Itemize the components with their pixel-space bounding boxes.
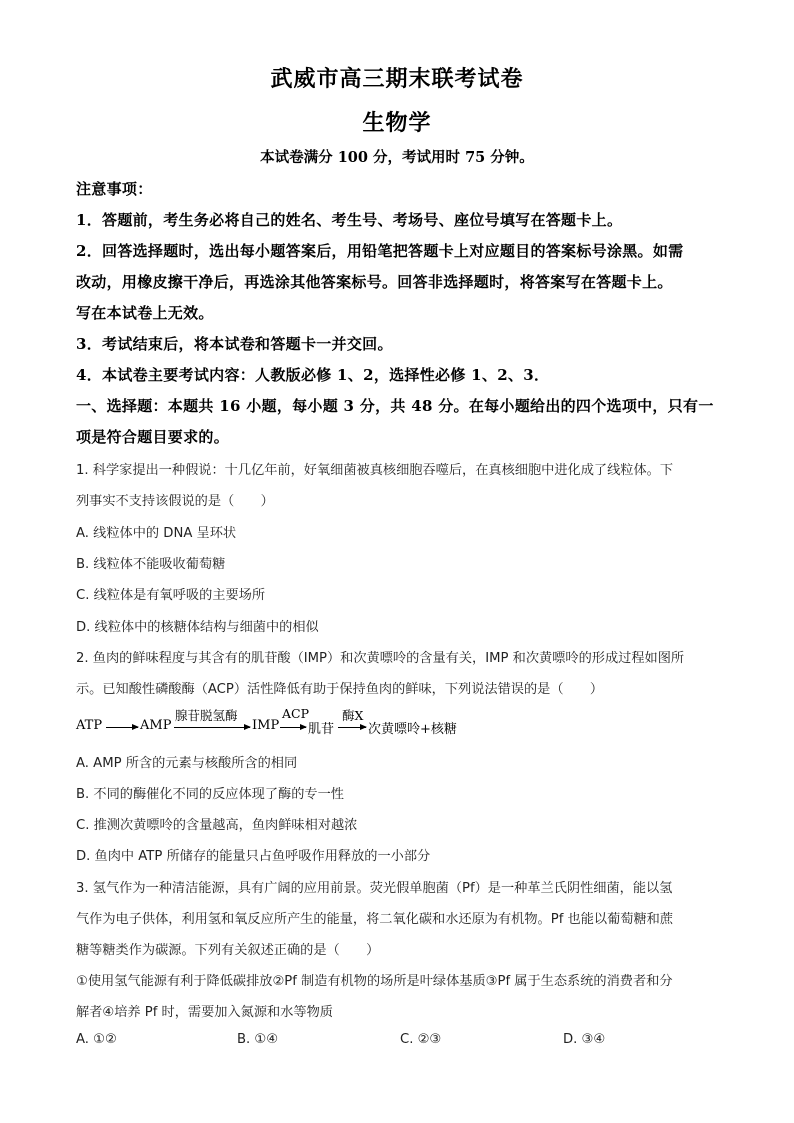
question-3-option-b: B. ①④ xyxy=(237,1032,279,1047)
question-3-line-5: 解者④培养 Pf 时，需要加入氮源和水等物质 xyxy=(76,1005,333,1020)
section-1-heading-line-2: 项是符合题目要求的。 xyxy=(76,428,230,446)
question-3-option-a: A. ①② xyxy=(76,1032,117,1047)
section-1-heading-line-1: 一、选择题：本题共 16 小题，每小题 3 分，共 48 分。在每小题给出的四个选项中，只有一 xyxy=(76,397,714,415)
notice-item-2-line-2: 改动，用橡皮擦干净后，再选涂其他答案标号。回答非选择题时，将答案写在答题卡上。 xyxy=(76,273,673,291)
pathway-arrow-3 xyxy=(280,727,306,728)
pathway-arrow-4 xyxy=(338,727,366,728)
question-1-option-b: B. 线粒体不能吸收葡萄糖 xyxy=(76,557,226,572)
question-3-line-4: ①使用氢气能源有利于降低碳排放②Pf 制造有机物的场所是叶绿体基质③Pf 属于生态系统的消费者和分 xyxy=(76,974,673,989)
pathway-node-inosine: 肌苷 xyxy=(308,722,335,737)
pathway-enzyme-label-2: 腺苷脱氢酶 xyxy=(175,708,238,723)
reaction-pathway-diagram xyxy=(76,708,516,738)
question-3-line-3: 糖等糖类作为碳源。下列有关叙述正确的是（ ） xyxy=(76,943,380,958)
question-2-line-1: 2. 鱼肉的鲜味程度与其含有的肌苷酸（IMP）和次黄嘌呤的含量有关，IMP 和次黄嘌呤的形成过程如图所 xyxy=(76,651,685,666)
question-3-line-1: 3. 氢气作为一种清洁能源，具有广阔的应用前景。荧光假单胞菌（Pf）是一种革兰氏阴性细菌，能以氢 xyxy=(76,881,673,896)
notice-item-1: 1．答题前，考生务必将自己的姓名、考生号、考场号、座位号填写在答题卡上。 xyxy=(76,211,623,229)
question-1-option-a: A. 线粒体中的 DNA 呈环状 xyxy=(76,526,237,541)
question-2-option-d: D. 鱼肉中 ATP 所储存的能量只占鱼呼吸作用释放的一小部分 xyxy=(76,849,431,864)
exam-meta: 本试卷满分 100 分，考试用时 75 分钟。 xyxy=(260,149,534,166)
question-2-option-b: B. 不同的酶催化不同的反应体现了酶的专一性 xyxy=(76,787,344,802)
question-3-line-2: 气作为电子供体，利用氢和氧反应所产生的能量，将二氧化碳和水还原为有机物。Pf 也能以葡萄糖和蔗 xyxy=(76,912,674,927)
question-1-line-1: 1. 科学家提出一种假说：十几亿年前，好氧细菌被真核细胞吞噬后，在真核细胞中进化成了线粒体。下 xyxy=(76,463,674,478)
question-1-option-c: C. 线粒体是有氧呼吸的主要场所 xyxy=(76,588,266,603)
pathway-arrow-1 xyxy=(106,727,138,728)
pathway-node-amp: AMP xyxy=(140,718,172,733)
notice-item-2-line-1: 2．回答选择题时，选出每小题答案后，用铅笔把答题卡上对应题目的答案标号涂黑。如需 xyxy=(76,242,684,260)
question-2-option-a: A. AMP 所含的元素与核酸所含的相同 xyxy=(76,756,298,771)
question-2-line-2: 示。已知酸性磷酸酶（ACP）活性降低有助于保持鱼肉的鲜味，下列说法错误的是（ ） xyxy=(76,682,604,697)
pathway-node-atp: ATP xyxy=(76,718,103,733)
notice-heading: 注意事项： xyxy=(76,180,153,198)
pathway-enzyme-label-3: ACP xyxy=(282,706,310,721)
notice-item-2-line-3: 写在本试卷上无效。 xyxy=(76,304,214,322)
question-3-option-c: C. ②③ xyxy=(400,1032,442,1047)
question-1-option-d: D. 线粒体中的核糖体结构与细菌中的相似 xyxy=(76,620,319,635)
question-2-option-c: C. 推测次黄嘌呤的含量越高，鱼肉鲜味相对越浓 xyxy=(76,818,358,833)
question-3-options xyxy=(76,1032,726,1052)
pathway-enzyme-label-4: 酶X xyxy=(342,708,364,723)
question-3-option-d: D. ③④ xyxy=(563,1032,606,1047)
notice-item-4: 4．本试卷主要考试内容：人教版必修 1、2，选择性必修 1、2、3． xyxy=(76,366,550,384)
pathway-node-products: 次黄嘌呤+核糖 xyxy=(368,722,457,737)
pathway-node-imp: IMP xyxy=(252,718,280,733)
exam-title: 武威市高三期末联考试卷 xyxy=(270,66,524,92)
pathway-arrow-2 xyxy=(174,727,250,728)
notice-item-3: 3．考试结束后，将本试卷和答题卡一并交回。 xyxy=(76,335,393,353)
question-1-line-2: 列事实不支持该假说的是（ ） xyxy=(76,494,274,509)
subject-title: 生物学 xyxy=(362,110,432,136)
